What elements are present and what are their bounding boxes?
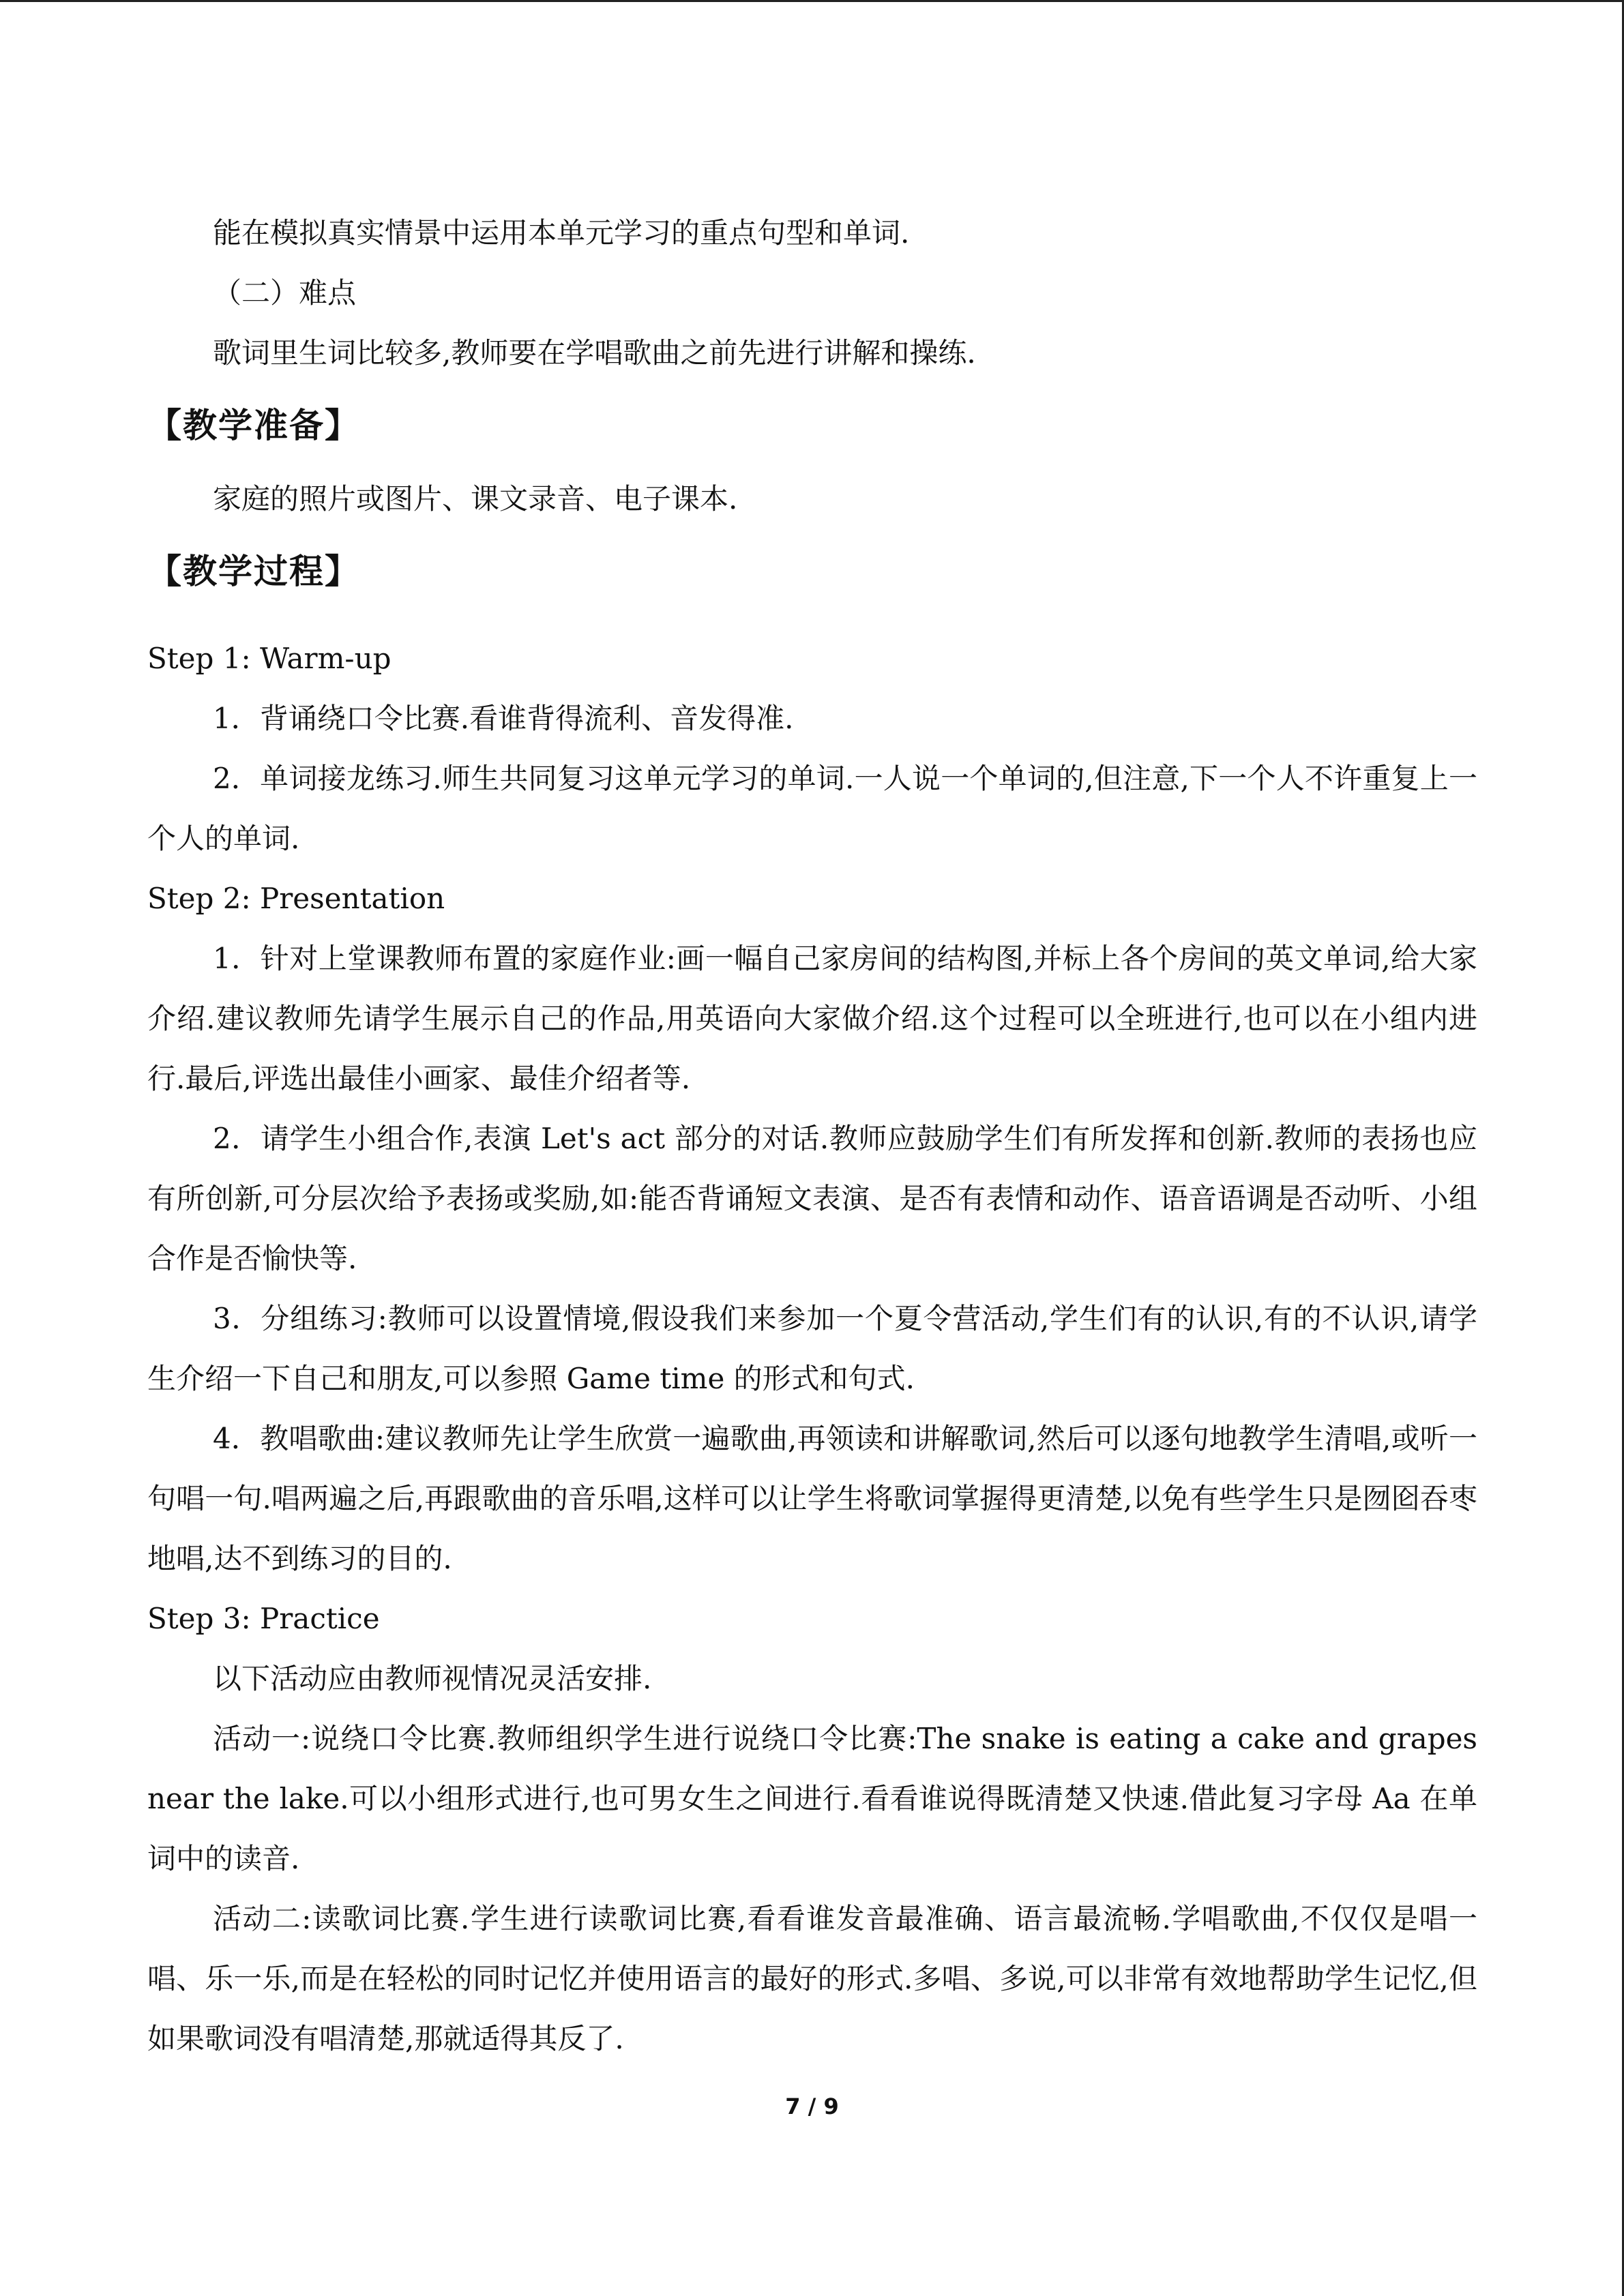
step-heading: Step 1: Warm-up <box>147 642 392 675</box>
list-item: 2．请学生小组合作,表演 Let's act 部分的对话.教师应鼓励学生们有所发挥和创新.教师的表扬也应有所创新,可分层次给予表扬或奖励,如:能否背诵短文表演、是否有表情和动作、语音语调是否动听、小组合作是否愉快等. <box>147 1122 1477 1275</box>
document-body <box>147 203 1477 2069</box>
page-number: 7 / 9 <box>785 2093 839 2119</box>
section-title-process: 【教学过程】 <box>147 552 360 591</box>
step-heading: Step 2: Presentation <box>147 882 445 915</box>
list-item: 1．背诵绕口令比赛.看谁背得流利、音发得准. <box>213 702 794 735</box>
paragraph: 歌词里生词比较多,教师要在学唱歌曲之前先进行讲解和操练. <box>213 336 976 370</box>
paragraph: 以下活动应由教师视情况灵活安排. <box>213 1662 652 1695</box>
subheading-difficulty: （二）难点 <box>213 276 357 310</box>
list-item: 2．单词接龙练习.师生共同复习这单元学习的单词.一人说一个单词的,但注意,下一个人不许重复上一个人的单词. <box>147 762 1477 855</box>
list-item: 4．教唱歌曲:建议教师先让学生欣赏一遍歌曲,再领读和讲解歌词,然后可以逐句地教学生清唱,或听一句唱一句.唱两遍之后,再跟歌曲的音乐唱,这样可以让学生将歌词掌握得更清楚,以免有些学生只是囫囵吞枣地唱,达不到练习的目的. <box>147 1422 1477 1575</box>
paragraph: 家庭的照片或图片、课文录音、电子课本. <box>213 482 738 516</box>
list-item: 3．分组练习:教师可以设置情境,假设我们来参加一个夏令营活动,学生们有的认识,有的不认识,请学生介绍一下自己和朋友,可以参照 Game time 的形式和句式. <box>147 1302 1477 1395</box>
activity-item: 活动二:读歌词比赛.学生进行读歌词比赛,看看谁发音最准确、语言最流畅.学唱歌曲,不仅仅是唱一唱、乐一乐,而是在轻松的同时记忆并使用语言的最好的形式.多唱、多说,可以非常有效地帮助学生记忆,但如果歌词没有唱清楚,那就适得其反了. <box>147 1902 1477 2055</box>
activity-item: 活动一:说绕口令比赛.教师组织学生进行说绕口令比赛:The snake is eating a cake and grapes near the lake.可以小组形式进行,也可男女生之间进行.看看谁说得既清楚又快速.借此复习字母 Aa 在单词中的读音. <box>147 1722 1477 1875</box>
step-heading: Step 3: Practice <box>147 1602 380 1635</box>
section-title-preparation: 【教学准备】 <box>147 406 360 445</box>
list-item: 1．针对上堂课教师布置的家庭作业:画一幅自己家房间的结构图,并标上各个房间的英文单词,给大家介绍.建议教师先请学生展示自己的作品,用英语向大家做介绍.这个过程可以全班进行,也可以在小组内进行.最后,评选出最佳小画家、最佳介绍者等. <box>147 942 1477 1095</box>
paragraph: 能在模拟真实情景中运用本单元学习的重点句型和单词. <box>213 216 910 250</box>
page-border-top <box>0 0 1624 2</box>
